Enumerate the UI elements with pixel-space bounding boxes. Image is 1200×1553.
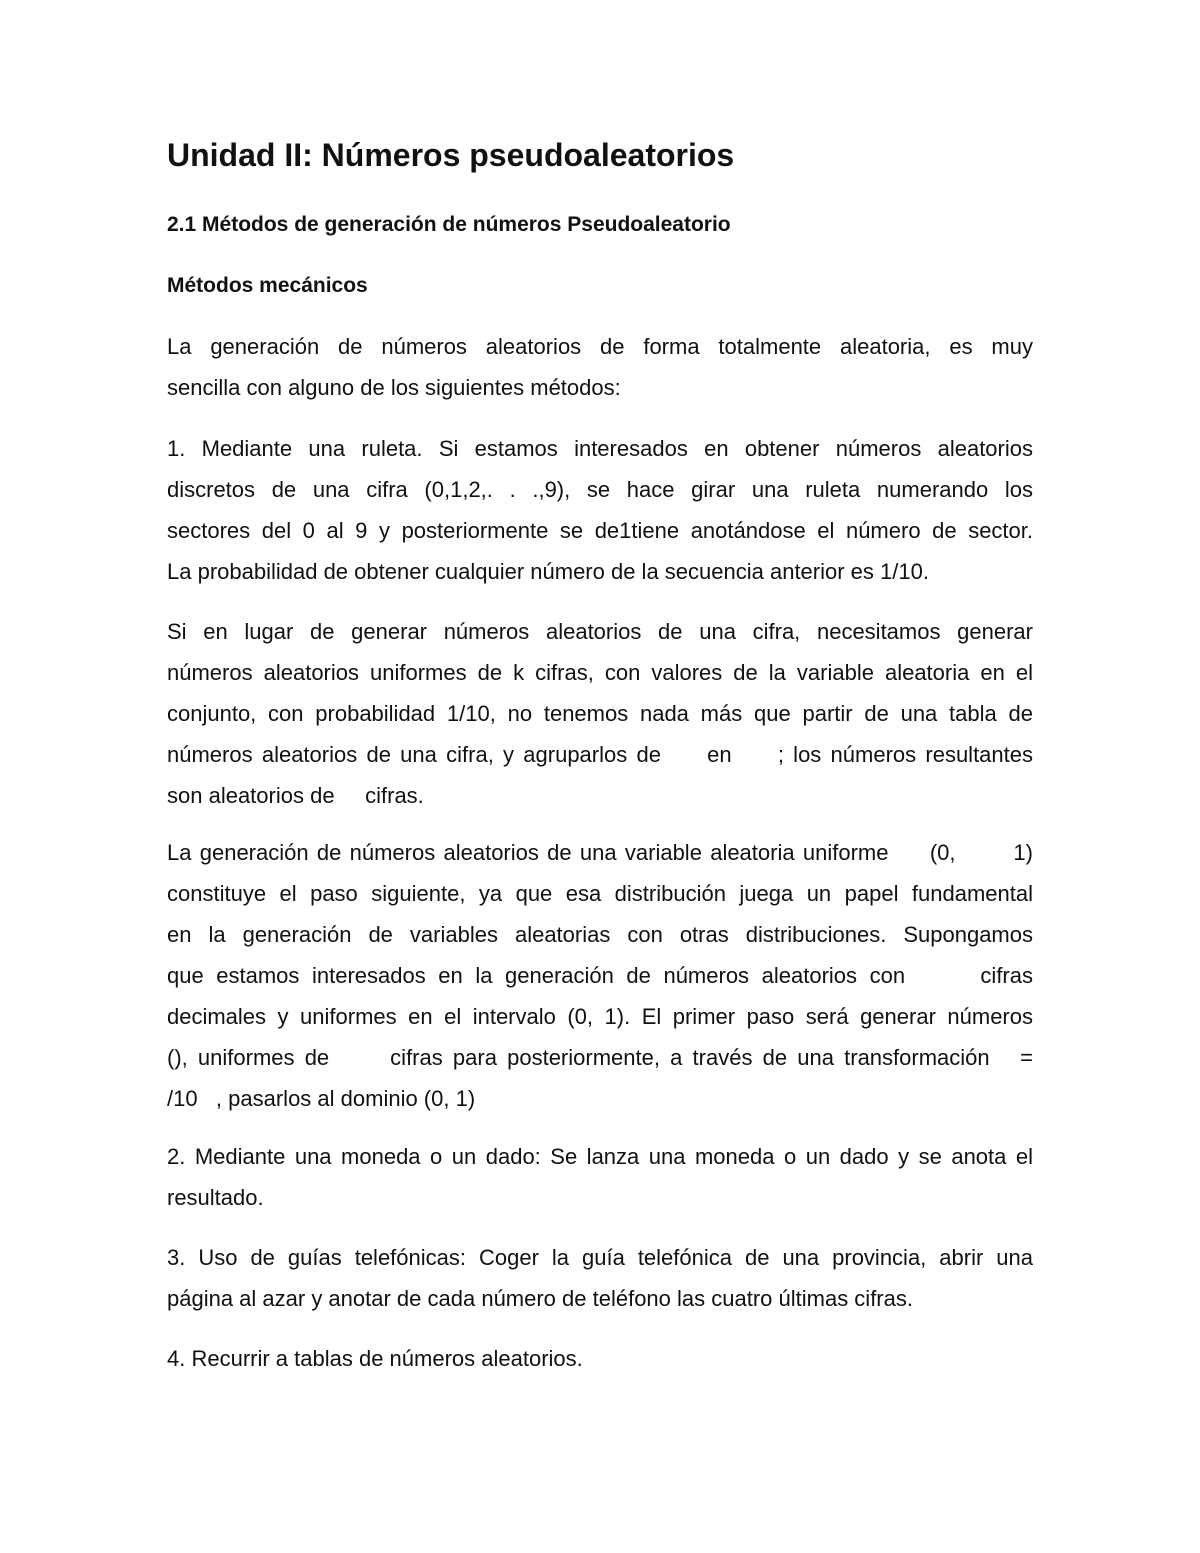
paragraph-line: 4. Recurrir a tablas de números aleatorios. [167,1346,583,1371]
paragraph-line: números aleatorios de una cifra, y agruparlos de en ; los números resultantes [167,742,1033,767]
paragraph-intro [167,326,1033,408]
paragraph-method-roulette [167,428,1033,592]
paragraph-uniform [167,832,1033,1119]
paragraph-line: en la generación de variables aleatorias con otras distribuciones. Supongamos [167,922,1033,947]
paragraph-line: conjunto, con probabilidad 1/10, no tenemos nada más que partir de una tabla de [167,701,1033,726]
paragraph-line: números aleatorios uniformes de k cifras, con valores de la variable aleatoria en el [167,660,1033,685]
paragraph-line: discretos de una cifra (0,1,2,. . .,9), se hace girar una ruleta numerando los [167,477,1033,502]
paragraph-line: /10 , pasarlos al dominio (0, 1) [167,1086,476,1111]
paragraph-line: 1. Mediante una ruleta. Si estamos interesados en obtener números aleatorios [167,436,1033,461]
paragraph-line: sencilla con alguno de los siguientes métodos: [167,375,621,400]
paragraph-method-phonebook [167,1237,1033,1319]
section-heading: 2.1 Métodos de generación de números Pseudoaleatorio [167,213,731,236]
paragraph-line: página al azar y anotar de cada número de teléfono las cuatro últimas cifras. [167,1286,913,1311]
paragraph-line: que estamos interesados en la generación de números aleatorios con cifras [167,963,1033,988]
paragraph-line: resultado. [167,1185,264,1210]
paragraph-line: sectores del 0 al 9 y posteriormente se de1tiene anotándose el número de sector. [167,518,1033,543]
paragraph-line: La generación de números aleatorios de forma totalmente aleatoria, es muy [167,334,1033,359]
subsection-heading: Métodos mecánicos [167,274,368,297]
paragraph-line: son aleatorios de cifras. [167,783,424,808]
paragraph-line: decimales y uniformes en el intervalo (0, 1). El primer paso será generar números [167,1004,1033,1029]
paragraph-method-tables [167,1338,1033,1379]
paragraph-line: 3. Uso de guías telefónicas: Coger la guía telefónica de una provincia, abrir una [167,1245,1033,1270]
paragraph-line: (), uniformes de cifras para posteriormente, a través de una transformación = [167,1045,1033,1070]
paragraph-line: constituye el paso siguiente, ya que esa distribución juega un papel fundamental [167,881,1033,906]
paragraph-method-coin [167,1136,1033,1218]
document-title: Unidad II: Números pseudoaleatorios [167,137,735,173]
paragraph-line: La generación de números aleatorios de una variable aleatoria uniforme (0, 1) [167,840,1033,865]
paragraph-line: La probabilidad de obtener cualquier número de la secuencia anterior es 1/10. [167,559,929,584]
paragraph-line: Si en lugar de generar números aleatorios de una cifra, necesitamos generar [167,619,1033,644]
paragraph-k-digits [167,611,1033,816]
paragraph-line: 2. Mediante una moneda o un dado: Se lanza una moneda o un dado y se anota el [167,1144,1033,1169]
